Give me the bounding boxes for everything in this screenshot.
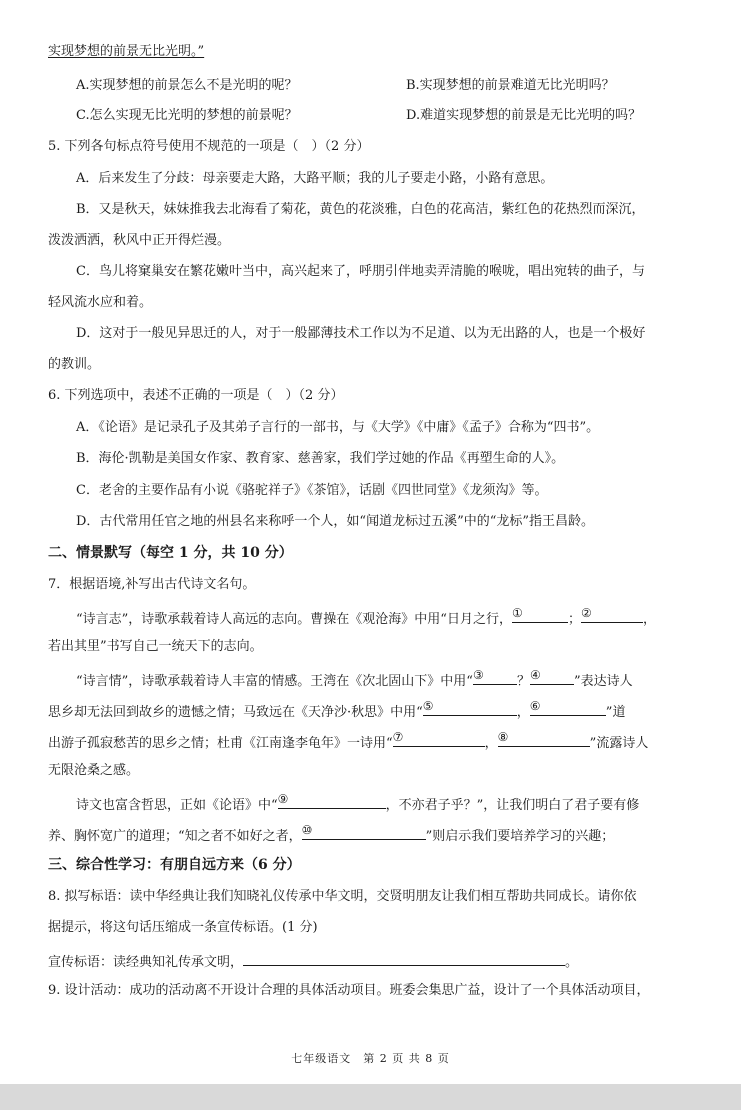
- blank-2[interactable]: ②: [581, 607, 643, 623]
- q6-option-a: A．《论语》是记录孔子及其弟子言行的一部书，与《大学》《中庸》《孟子》合称为“四书”。: [76, 420, 600, 435]
- q8-line1: 8. 拟写标语：读中华经典让我们知晓礼仪传承中华文明，交贤明朋友让我们相互帮助共同成长。请你依: [48, 889, 637, 904]
- q5-option-d-line2: 的教训。: [48, 357, 101, 372]
- q6-option-c: C．老舍的主要作品有小说《骆驼祥子》《茶馆》，话剧《四世同堂》《龙须沟》等。: [76, 483, 548, 498]
- q5-option-c-line1: C．鸟儿将窠巢安在繁花嫩叶当中，高兴起来了，呼朋引伴地卖弄清脆的喉咙，唱出宛转的曲子，与: [76, 264, 645, 279]
- q8-slogan-line: 宣传标语：读经典知礼传承文明， 。: [48, 950, 578, 972]
- q6-stem: 6. 下列选项中，表述不正确的一项是（ ）（2 分）: [48, 388, 344, 403]
- q5-option-c-line2: 轻风流水应和着。: [48, 295, 153, 310]
- top-quote-line: 实现梦想的前景无比光明。”: [48, 44, 205, 59]
- q7-paragraph2-line1: “诗言情”，诗歌承载着诗人丰富的情感。王湾在《次北固山下》中用“ ③ ？ ④ ”表达诗人: [76, 668, 633, 689]
- blank-5[interactable]: ⑤: [423, 700, 517, 716]
- q6-option-d: D．古代常用任官之地的州县名来称呼一个人，如“闻道龙标过五溪”中的“龙标”指王昌龄。: [76, 514, 595, 529]
- q4-option-c: C.怎么实现无比光明的梦想的前景呢？: [76, 108, 298, 123]
- blank-9[interactable]: ⑨: [278, 793, 386, 809]
- q7-paragraph1-line1: “诗言志”，诗歌承载着诗人高远的志向。曹操在《观沧海》中用“日月之行， ① ； ② ，: [76, 606, 656, 627]
- q6-option-b: B．海伦·凯勒是美国女作家、教育家、慈善家，我们学过她的作品《再塑生命的人》。: [76, 451, 565, 466]
- q5-option-d-line1: D．这对于一般见异思迁的人，对于一般鄙薄技术工作以为不足道、以为无出路的人，也是一个极好: [76, 326, 646, 341]
- q7-paragraph2-line2: 思乡却无法回到故乡的遗憾之情；马致远在《天净沙·秋思》中用“ ⑤ ， ⑥ ”道: [48, 699, 626, 720]
- q7-paragraph2-line3: 出游子孤寂愁苦的思乡之情；杜甫《江南逢李龟年》一诗用“ ⑦ ， ⑧ ”流露诗人: [48, 730, 649, 751]
- blank-6[interactable]: ⑥: [530, 700, 606, 716]
- q9-line1: 9. 设计活动：成功的活动离不开设计合理的具体活动项目。班委会集思广益，设计了一个具体活动项目，: [48, 983, 650, 998]
- q5-stem: 5. 下列各句标点符号使用不规范的一项是（ ）（2 分）: [48, 139, 370, 154]
- blank-10[interactable]: ⑩: [302, 824, 426, 840]
- q4-option-d: D.难道实现梦想的前景是无比光明的吗？: [406, 108, 642, 123]
- blank-7[interactable]: ⑦: [393, 731, 485, 747]
- q5-option-a: A．后来发生了分歧：母亲要走大路，大路平顺；我的儿子要走小路，小路有意思。: [76, 171, 554, 186]
- q4-option-a: A.实现梦想的前景怎么不是光明的呢？: [76, 78, 298, 93]
- q5-option-b-line2: 泼泼洒洒，秋风中正开得烂漫。: [48, 233, 231, 248]
- section-3-heading: 三、综合性学习：有朋自远方来（6 分）: [48, 857, 301, 873]
- q8-line2: 据提示，将这句话压缩成一条宣传标语。(1 分): [48, 920, 318, 935]
- viewer-bottom-bar: [0, 1084, 741, 1110]
- q7-paragraph1-line2: 若出其里”书写自己一统天下的志向。: [48, 639, 263, 654]
- q7-paragraph3-line1: 诗文也富含哲思，正如《论语》中“ ⑨ ，不亦君子乎？”，让我们明白了君子要有修: [76, 792, 640, 813]
- q4-option-b: B.实现梦想的前景难道无比光明吗？: [406, 78, 615, 93]
- blank-3[interactable]: ③: [473, 669, 517, 685]
- q7-paragraph2-line4: 无限沧桑之感。: [48, 763, 140, 778]
- page-footer: 七年级语文 第 2 页 共 8 页: [291, 1052, 450, 1065]
- section-2-heading: 二、情景默写（每空 1 分，共 10 分）: [48, 545, 293, 561]
- blank-8[interactable]: ⑧: [498, 731, 590, 747]
- q5-option-b-line1: B．又是秋天，妹妹推我去北海看了菊花，黄色的花淡雅，白色的花高洁，紫红色的花热烈而深沉，: [76, 202, 645, 217]
- blank-4[interactable]: ④: [530, 669, 574, 685]
- q7-paragraph3-line2: 养、胸怀宽广的道理；“知之者不如好之者， ⑩ ”则启示我们要培养学习的兴趣；: [48, 823, 615, 844]
- q7-stem: 7．根据语境,补写出古代诗文名句。: [48, 577, 256, 592]
- slogan-answer-blank[interactable]: [243, 950, 565, 966]
- blank-1[interactable]: ①: [512, 607, 568, 623]
